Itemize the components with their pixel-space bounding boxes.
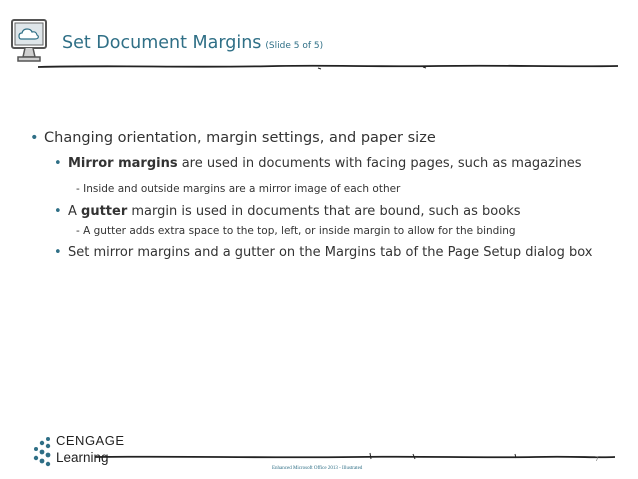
- bullet-level-1: [30, 130, 436, 146]
- bold-term: gutter: [81, 204, 128, 219]
- bullet-text-pre: A: [68, 204, 82, 219]
- sub-bullet-text: - A gutter adds extra space to the top, left, or inside margin to allow for the binding: [76, 225, 516, 237]
- bullet-dot: •: [54, 156, 62, 171]
- bullet-text: Changing orientation, margin settings, and paper size: [44, 130, 436, 146]
- logo-text-top: CENGAGE: [56, 433, 125, 448]
- title-subtitle: (Slide 5 of 5): [265, 41, 324, 51]
- bullet-dot: •: [30, 130, 39, 146]
- header-divider: [38, 60, 618, 72]
- sub-bullet-mirror: [76, 183, 400, 195]
- bullet-set-margins: [54, 245, 593, 260]
- title-text: Set Document Margins: [62, 33, 262, 53]
- bullet-mirror-margins: [54, 156, 582, 171]
- cengage-logo: [30, 433, 150, 473]
- logo-mark-icon: [30, 435, 54, 467]
- monitor-cloud-icon: [9, 17, 49, 65]
- bullet-text: margin is used in documents that are bound, such as books: [127, 204, 521, 219]
- sub-bullet-gutter: [76, 225, 516, 237]
- bullet-text: Set mirror margins and a gutter on the Margins tab of the Page Setup dialog box: [68, 245, 593, 260]
- footer-divider: [95, 451, 615, 463]
- page-title: [62, 33, 323, 53]
- bullet-dot: •: [54, 245, 62, 260]
- logo-text-bottom: Learning: [56, 450, 109, 465]
- bullet-gutter: [54, 204, 521, 219]
- bullet-dot: •: [54, 204, 62, 219]
- page-number: 7: [595, 456, 599, 463]
- bold-term: Mirror margins: [68, 156, 178, 171]
- bullet-text: are used in documents with facing pages, such as magazines: [177, 156, 582, 171]
- footer-caption: Enhanced Microsoft Office 2013 - Illustrated: [272, 466, 363, 471]
- sub-bullet-text: - Inside and outside margins are a mirror image of each other: [76, 183, 401, 195]
